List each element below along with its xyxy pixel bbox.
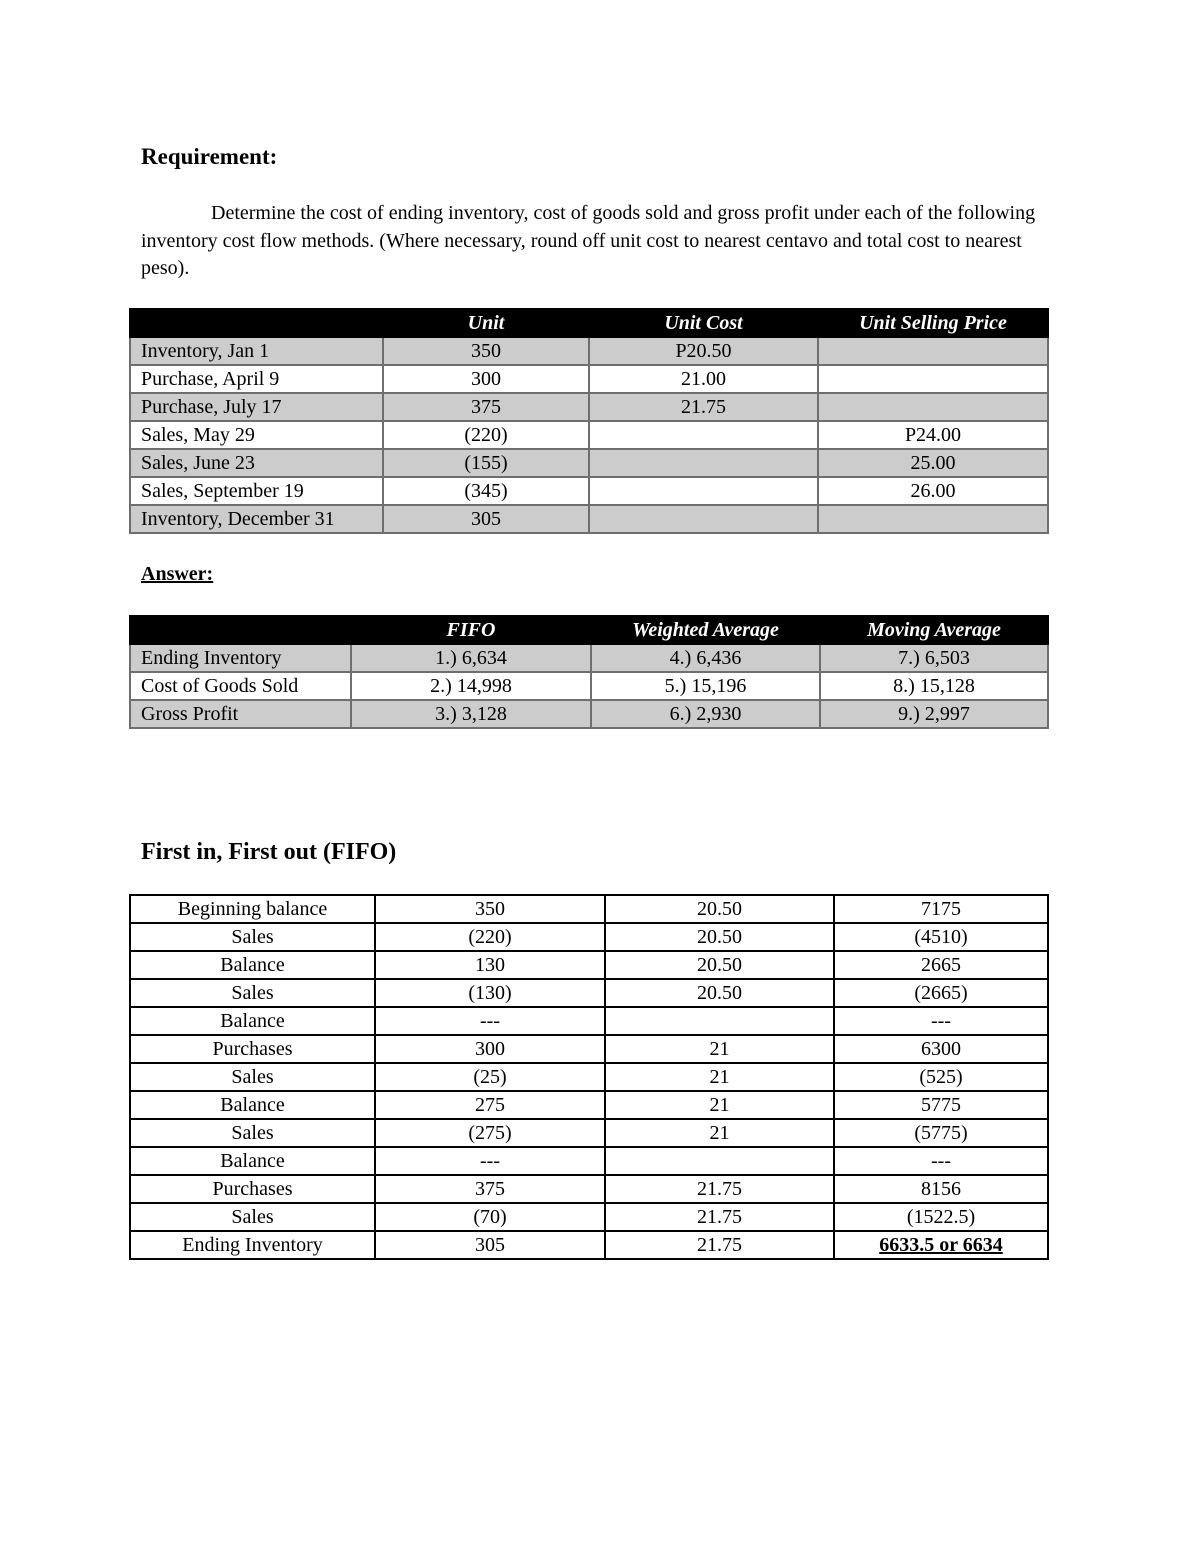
table-cell: (4510) (834, 923, 1048, 951)
table-row (130, 700, 1048, 728)
table-cell: 300 (375, 1035, 605, 1063)
table-cell: (155) (383, 449, 589, 477)
row-label: Cost of Goods Sold (130, 672, 351, 700)
row-label: Purchase, April 9 (130, 365, 383, 393)
fifo-table (129, 894, 1049, 1260)
table-cell: 8.) 15,128 (820, 672, 1048, 700)
table-cell: 300 (383, 365, 589, 393)
table-cell (605, 1147, 834, 1175)
table-cell: 5775 (834, 1091, 1048, 1119)
requirement-heading: Requirement: (141, 144, 278, 169)
table-cell: 350 (383, 337, 589, 365)
table-cell: (220) (383, 421, 589, 449)
answer-table (129, 615, 1049, 729)
column-header: FIFO (351, 616, 591, 644)
table-cell: 4.) 6,436 (591, 644, 820, 672)
column-header: Unit Selling Price (818, 309, 1048, 337)
table-cell: 25.00 (818, 449, 1048, 477)
table-row (130, 1091, 1048, 1119)
table-row (130, 421, 1048, 449)
ending-inventory-total: 6633.5 or 6634 (834, 1231, 1048, 1259)
row-label: Balance (130, 951, 375, 979)
table-cell (589, 505, 818, 533)
table-cell: 350 (375, 895, 605, 923)
table-cell: --- (375, 1147, 605, 1175)
row-label: Balance (130, 1007, 375, 1035)
fifo-heading: First in, First out (FIFO) (141, 839, 397, 865)
table-cell: --- (834, 1007, 1048, 1035)
table-row (130, 449, 1048, 477)
table-cell: 20.50 (605, 895, 834, 923)
table-cell: 20.50 (605, 979, 834, 1007)
table-row (130, 1175, 1048, 1203)
row-label: Purchase, July 17 (130, 393, 383, 421)
table-header-row (130, 309, 1048, 337)
table-row (130, 1119, 1048, 1147)
row-label: Balance (130, 1091, 375, 1119)
row-label: Sales, May 29 (130, 421, 383, 449)
table-row (130, 979, 1048, 1007)
table-cell: --- (375, 1007, 605, 1035)
inventory-data-table (129, 308, 1049, 534)
row-label: Sales (130, 979, 375, 1007)
row-label: Sales (130, 1203, 375, 1231)
table-row (130, 1203, 1048, 1231)
table-cell: (345) (383, 477, 589, 505)
table-row (130, 365, 1048, 393)
row-label: Sales (130, 1119, 375, 1147)
table-cell: 26.00 (818, 477, 1048, 505)
column-header: Unit (383, 309, 589, 337)
table-cell: 7175 (834, 895, 1048, 923)
table-cell: 5.) 15,196 (591, 672, 820, 700)
table-cell (589, 477, 818, 505)
table-row (130, 672, 1048, 700)
table-row (130, 393, 1048, 421)
table-cell: (130) (375, 979, 605, 1007)
table-row (130, 1231, 1048, 1259)
table-cell: (5775) (834, 1119, 1048, 1147)
column-header: Unit Cost (589, 309, 818, 337)
table-cell: 305 (383, 505, 589, 533)
row-label: Sales (130, 923, 375, 951)
row-label: Purchases (130, 1175, 375, 1203)
table-cell: 2665 (834, 951, 1048, 979)
row-label: Ending Inventory (130, 644, 351, 672)
table-row (130, 895, 1048, 923)
column-header (130, 309, 383, 337)
table-cell: (2665) (834, 979, 1048, 1007)
table-header-row (130, 616, 1048, 644)
answer-heading: Answer: (141, 563, 214, 585)
table-cell: 21.00 (589, 365, 818, 393)
table-cell: 21.75 (605, 1203, 834, 1231)
table-cell: (275) (375, 1119, 605, 1147)
row-label: Balance (130, 1147, 375, 1175)
table-row (130, 505, 1048, 533)
table-cell: 6.) 2,930 (591, 700, 820, 728)
table-cell: 8156 (834, 1175, 1048, 1203)
table-cell (589, 421, 818, 449)
table-row (130, 337, 1048, 365)
table-cell: --- (834, 1147, 1048, 1175)
table-cell: 3.) 3,128 (351, 700, 591, 728)
table-cell: (220) (375, 923, 605, 951)
table-cell: (70) (375, 1203, 605, 1231)
table-row (130, 1035, 1048, 1063)
table-cell: 2.) 14,998 (351, 672, 591, 700)
table-cell (818, 393, 1048, 421)
table-cell: 7.) 6,503 (820, 644, 1048, 672)
row-label: Purchases (130, 1035, 375, 1063)
table-cell: (525) (834, 1063, 1048, 1091)
row-label: Gross Profit (130, 700, 351, 728)
table-cell: 21 (605, 1119, 834, 1147)
table-cell: 21 (605, 1063, 834, 1091)
column-header: Weighted Average (591, 616, 820, 644)
table-cell: 21.75 (605, 1175, 834, 1203)
table-row (130, 1147, 1048, 1175)
table-cell: (1522.5) (834, 1203, 1048, 1231)
table-row (130, 1007, 1048, 1035)
table-row (130, 477, 1048, 505)
table-row (130, 1063, 1048, 1091)
table-row (130, 923, 1048, 951)
column-header: Moving Average (820, 616, 1048, 644)
table-row (130, 644, 1048, 672)
row-label: Beginning balance (130, 895, 375, 923)
table-cell: 21.75 (589, 393, 818, 421)
row-label: Sales (130, 1063, 375, 1091)
table-cell: P20.50 (589, 337, 818, 365)
table-cell: 9.) 2,997 (820, 700, 1048, 728)
table-cell (818, 365, 1048, 393)
table-cell: 130 (375, 951, 605, 979)
row-label: Inventory, Jan 1 (130, 337, 383, 365)
table-cell: 6300 (834, 1035, 1048, 1063)
table-cell: 1.) 6,634 (351, 644, 591, 672)
table-cell: 20.50 (605, 923, 834, 951)
row-label: Sales, June 23 (130, 449, 383, 477)
table-cell: 275 (375, 1091, 605, 1119)
requirement-instructions: Determine the cost of ending inventory, cost of goods sold and gross profit under each of the following inventory cost flow methods. (Where necessary, round off unit cost to nearest centavo and total cost to nearest peso). (141, 202, 1036, 279)
row-label: Inventory, December 31 (130, 505, 383, 533)
table-cell (605, 1007, 834, 1035)
row-label: Ending Inventory (130, 1231, 375, 1259)
table-cell (818, 505, 1048, 533)
column-header (130, 616, 351, 644)
table-cell (818, 337, 1048, 365)
table-cell: (25) (375, 1063, 605, 1091)
table-cell: 375 (375, 1175, 605, 1203)
table-cell: 21 (605, 1091, 834, 1119)
table-row (130, 951, 1048, 979)
table-cell: 375 (383, 393, 589, 421)
table-cell: 20.50 (605, 951, 834, 979)
table-cell: P24.00 (818, 421, 1048, 449)
row-label: Sales, September 19 (130, 477, 383, 505)
table-cell: 21.75 (605, 1231, 834, 1259)
table-cell (589, 449, 818, 477)
table-cell: 21 (605, 1035, 834, 1063)
table-cell: 305 (375, 1231, 605, 1259)
